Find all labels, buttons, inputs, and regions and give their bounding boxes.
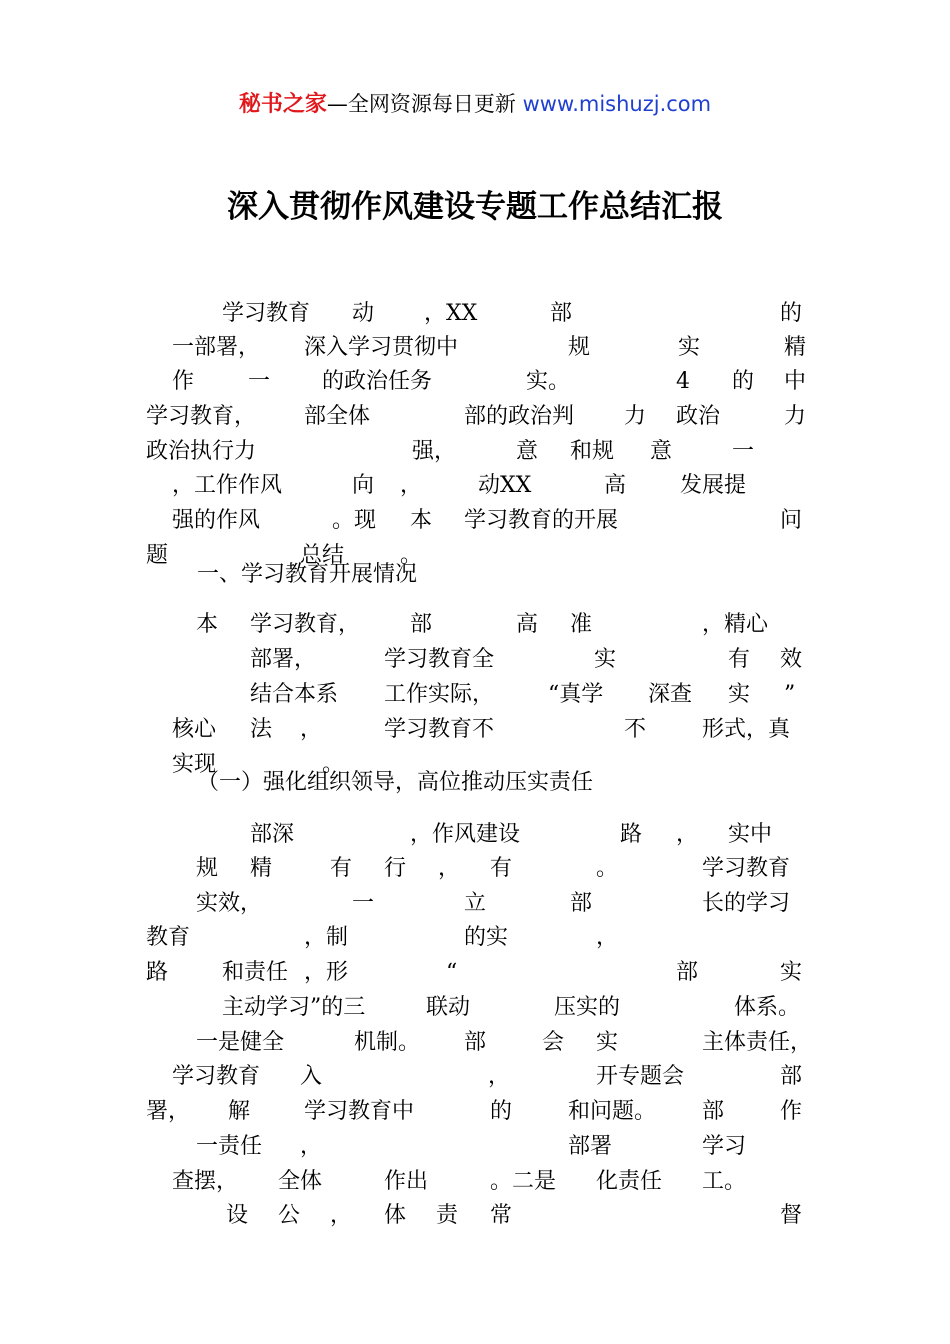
text-fragment: 。 (322, 752, 345, 777)
text-fragment: 问 (780, 508, 803, 533)
text-fragment: 。 (400, 543, 423, 568)
text-fragment: 工。 (702, 1169, 747, 1194)
text-fragment: 。现 (332, 508, 377, 533)
text-fragment: 和问题。 (568, 1099, 657, 1124)
paragraph-line (0, 468, 950, 503)
text-fragment: 一责任 (196, 1134, 263, 1159)
text-fragment: 实中 (728, 822, 773, 847)
paragraph-line (0, 1094, 950, 1129)
text-fragment: 学习教育， (250, 612, 361, 637)
text-fragment: 联动 (426, 995, 471, 1020)
text-fragment: 意 (516, 439, 539, 464)
text-fragment: 政治执行力 (146, 439, 257, 464)
text-fragment: 的实 (464, 925, 509, 950)
text-fragment: 精 (784, 335, 807, 360)
text-fragment: 部 (780, 1064, 803, 1089)
text-fragment: 学习教育 (702, 856, 791, 881)
text-fragment: ，作风建设 (410, 822, 521, 847)
text-fragment: 署， (146, 1099, 191, 1124)
text-fragment: 实现 (172, 752, 217, 777)
text-fragment: ， (330, 1203, 353, 1228)
text-fragment: 法 (250, 717, 273, 742)
text-fragment: ， (488, 1064, 511, 1089)
text-fragment: 中 (784, 369, 807, 394)
text-fragment: 高 (516, 612, 539, 637)
text-fragment: 发展提 (680, 473, 747, 498)
text-fragment: 的 (780, 301, 803, 326)
text-fragment: 部全体 (304, 404, 371, 429)
paragraph-line (0, 817, 950, 852)
text-fragment: 和规 (570, 439, 615, 464)
text-fragment: 形式，真 (702, 717, 791, 742)
text-fragment: 一 (732, 439, 755, 464)
text-fragment: 题 (146, 543, 169, 568)
text-fragment: 学习教育全 (384, 647, 495, 672)
text-fragment: 强的作风 (172, 508, 261, 533)
text-fragment: ，XX (424, 301, 478, 326)
text-fragment: 意 (650, 439, 673, 464)
paragraph-line (0, 955, 950, 990)
text-fragment: 会 (542, 1030, 565, 1055)
paragraph-line (0, 399, 950, 434)
text-fragment: 实 (596, 1030, 619, 1055)
paragraph-line (0, 677, 950, 712)
text-fragment: ， (300, 717, 323, 742)
text-fragment: 总结 (300, 543, 345, 568)
text-fragment: 全体 (278, 1169, 323, 1194)
subsection-heading-1: （一）强化组织领导，高位推动压实责任 (197, 770, 594, 795)
text-fragment: 实 (678, 335, 701, 360)
text-fragment: 有 (490, 856, 513, 881)
text-fragment: 的政治任务 (322, 369, 433, 394)
text-fragment: “真学 (548, 682, 604, 707)
text-fragment: 动XX (478, 473, 532, 498)
text-fragment: 学习教育 (222, 301, 311, 326)
text-fragment: ，精心 (702, 612, 769, 637)
text-fragment: 一 (248, 369, 271, 394)
text-fragment: 常 (490, 1203, 513, 1228)
text-fragment: 的 (732, 369, 755, 394)
text-fragment: 部 (702, 1099, 725, 1124)
text-fragment: 本 (410, 508, 433, 533)
text-fragment: 主动学习”的三 (222, 995, 366, 1020)
document-title: 深入贯彻作风建设专题工作总结汇报 (227, 189, 723, 225)
paragraph-line (0, 642, 950, 677)
text-fragment: 规 (568, 335, 591, 360)
text-fragment: 机制。 (354, 1030, 421, 1055)
text-fragment: 效 (780, 647, 803, 672)
paragraph-line (0, 747, 950, 782)
text-fragment: ， (676, 822, 699, 847)
text-fragment: 有 (728, 647, 751, 672)
text-fragment: 规 (196, 856, 219, 881)
text-fragment: 解 (228, 1099, 251, 1124)
text-fragment: 责 (436, 1203, 459, 1228)
text-fragment: ， (400, 473, 423, 498)
paragraph-line (0, 434, 950, 469)
text-fragment: 力 (624, 404, 647, 429)
text-fragment: 不 (624, 717, 647, 742)
text-fragment: 力 (784, 404, 807, 429)
text-fragment: 部署 (568, 1134, 613, 1159)
text-fragment: 。二是 (490, 1169, 557, 1194)
text-fragment: 学习教育， (146, 404, 257, 429)
paragraph-line (0, 538, 950, 573)
text-fragment: 体系。 (734, 995, 801, 1020)
text-fragment: ， (300, 1134, 323, 1159)
text-fragment: 路 (146, 960, 169, 985)
text-fragment: ，工作作风 (172, 473, 283, 498)
paragraph-line (0, 920, 950, 955)
text-fragment: 开专题会 (596, 1064, 685, 1089)
paragraph-line (0, 1198, 950, 1233)
text-fragment: 部 (676, 960, 699, 985)
text-fragment: 。 (596, 856, 619, 881)
text-fragment: 学习教育不 (384, 717, 495, 742)
section-heading-1: 一、学习教育开展情况 (197, 562, 418, 587)
text-fragment: 本 (196, 612, 219, 637)
text-fragment: 压实的 (554, 995, 621, 1020)
text-fragment: 查摆， (172, 1169, 239, 1194)
text-fragment: 入 (300, 1064, 323, 1089)
paragraph-line (0, 364, 950, 399)
text-fragment: 教育 (146, 925, 191, 950)
text-fragment: 部署， (250, 647, 317, 672)
text-fragment: 学习教育 (172, 1064, 261, 1089)
text-fragment: 准 (570, 612, 593, 637)
text-fragment: 的 (490, 1099, 513, 1124)
text-fragment: 实 (780, 960, 803, 985)
text-fragment: 设 (226, 1203, 249, 1228)
text-fragment: 实 (728, 682, 751, 707)
text-fragment: 部的政治判 (464, 404, 575, 429)
text-fragment: ， (596, 925, 619, 950)
text-fragment: ” (784, 682, 796, 707)
text-fragment: 体 (384, 1203, 407, 1228)
paragraph-line (0, 1164, 950, 1199)
text-fragment: 部 (550, 301, 573, 326)
text-fragment: 4 (676, 369, 690, 394)
text-fragment: 结合本系 (250, 682, 339, 707)
site-banner (0, 86, 950, 123)
paragraph-line (0, 712, 950, 747)
paragraph-line (0, 990, 950, 1025)
text-fragment: 部深 (250, 822, 295, 847)
paragraph-line (0, 1025, 950, 1060)
text-fragment: 深入学习贯彻中 (304, 335, 459, 360)
text-fragment: 作出 (384, 1169, 429, 1194)
text-fragment: 工作实际， (384, 682, 495, 707)
text-fragment: 化责任 (596, 1169, 663, 1194)
paragraph-line (0, 330, 950, 365)
text-fragment: 高 (604, 473, 627, 498)
text-fragment: 实 (594, 647, 617, 672)
text-fragment: 行 (384, 856, 407, 881)
text-fragment: 部 (410, 612, 433, 637)
text-fragment: 主体责任， (702, 1030, 813, 1055)
text-fragment: 一 (352, 891, 375, 916)
paragraph-line (0, 503, 950, 538)
text-fragment: 精 (250, 856, 273, 881)
text-fragment: 一部署， (172, 335, 261, 360)
text-fragment: 有 (330, 856, 353, 881)
text-fragment: 政治 (676, 404, 721, 429)
paragraph-line (0, 296, 950, 331)
text-fragment: 立 (464, 891, 487, 916)
text-fragment: 动 (352, 301, 375, 326)
text-fragment: 强， (412, 439, 457, 464)
text-fragment: 路 (620, 822, 643, 847)
text-fragment: ，制 (304, 925, 349, 950)
text-fragment: 一是健全 (196, 1030, 285, 1055)
paragraph-line (0, 1059, 950, 1094)
text-fragment: 长的学习 (702, 891, 791, 916)
paragraph-line (0, 886, 950, 921)
text-fragment: “ (446, 960, 458, 985)
text-fragment: 部 (570, 891, 593, 916)
text-fragment: 深查 (648, 682, 693, 707)
brand-logo-text: 秘书之家 (238, 92, 327, 117)
text-fragment: 部 (464, 1030, 487, 1055)
text-fragment: 向 (352, 473, 375, 498)
text-fragment: 学习教育的开展 (464, 508, 619, 533)
text-fragment: 学习教育中 (304, 1099, 415, 1124)
text-fragment: 和责任 (222, 960, 289, 985)
text-fragment: 作 (780, 1099, 803, 1124)
banner-slogan: —全网资源每日更新 (326, 92, 516, 116)
site-url-link[interactable]: www.mishuzj.com (522, 92, 712, 116)
text-fragment: 学习 (702, 1134, 747, 1159)
paragraph-line (0, 851, 950, 886)
text-fragment: ，形 (304, 960, 349, 985)
text-fragment: 核心 (172, 717, 217, 742)
paragraph-line (0, 607, 950, 642)
text-fragment: 实。 (526, 369, 571, 394)
text-fragment: 公 (278, 1203, 301, 1228)
text-fragment: 作 (172, 369, 195, 394)
text-fragment: 实效， (196, 891, 263, 916)
text-fragment: ， (438, 856, 461, 881)
paragraph-line (0, 1129, 950, 1164)
text-fragment: 督 (780, 1203, 803, 1228)
